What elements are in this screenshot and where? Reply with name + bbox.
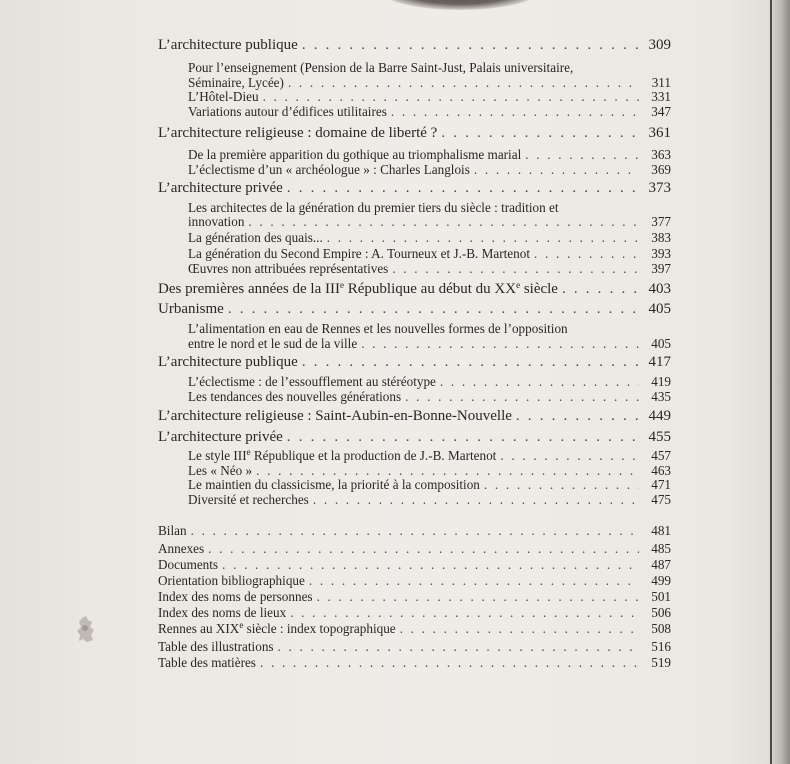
toc-entry: entre le nord et le sud de la ville . . . 405 — [188, 336, 671, 351]
page-edge — [770, 0, 772, 764]
toc-entry: La génération du Second Empire : A. Tourneux et J.-B. Martenot . . . 393 — [188, 246, 671, 261]
toc-entry-line1: Les architectes de la génération du premier tiers du siècle : tradition et — [188, 200, 559, 215]
toc-entry: La génération des quais... . . . 383 — [188, 230, 671, 245]
toc-entry: Orientation bibliographique . . . 499 — [158, 573, 671, 588]
toc-entry: L’architecture publique . . . 309 — [158, 38, 671, 53]
ink-smudge — [74, 614, 100, 646]
toc-entry: L’architecture religieuse : domaine de liberté ? . . . 361 — [158, 126, 671, 141]
toc-entry-line1: Pour l’enseignement (Pension de la Barre Saint-Just, Palais universitaire, — [188, 60, 574, 75]
toc-entry: L’architecture privée . . . 373 — [158, 181, 671, 196]
toc-entry: Œuvres non attribuées représentatives . . . 397 — [188, 261, 671, 276]
toc-entry: Annexes . . . 485 — [158, 541, 671, 556]
toc-entry: Rennes au XIXe siècle : index topographique . . . 508 — [158, 621, 671, 636]
toc-entry: Bilan . . . 481 — [158, 523, 671, 538]
toc-entry-line1: L’alimentation en eau de Rennes et les nouvelles formes de l’opposition — [188, 321, 568, 336]
toc-entry: L’Hôtel-Dieu . . . 331 — [188, 89, 671, 104]
toc-entry: Les « Néo » . . . 463 — [188, 463, 671, 478]
toc-entry: Index des noms de lieux . . . 506 — [158, 605, 671, 620]
toc-entry: Table des matières . . . 519 — [158, 655, 671, 670]
toc-entry: Index des noms de personnes . . . 501 — [158, 589, 671, 604]
toc-entry: Urbanisme . . . 405 — [158, 302, 671, 317]
toc-entry: Séminaire, Lycée) . . . 311 — [188, 75, 671, 90]
toc-entry: Le style IIIe République et la production de J.-B. Martenot . . . 457 — [188, 448, 671, 463]
toc-entry: L’architecture privée . . . 455 — [158, 430, 671, 445]
toc-entry: L’éclectisme : de l’essoufflement au stéréotype . . . 419 — [188, 374, 671, 389]
toc-entry: Les tendances des nouvelles générations . . . 435 — [188, 389, 671, 404]
toc-entry: Des premières années de la IIIe République au début du XXe siècle . . . 403 — [158, 282, 671, 297]
toc-entry: L’éclectisme d’un « archéologue » : Charles Langlois . . . 369 — [188, 162, 671, 177]
toc-entry: De la première apparition du gothique au triomphalisme marial . . . 363 — [188, 147, 671, 162]
toc-entry: L’architecture publique . . . 417 — [158, 355, 671, 370]
toc-entry: Le maintien du classicisme, la priorité à la composition . . . 471 — [188, 477, 671, 492]
toc-entry: Documents . . . 487 — [158, 557, 671, 572]
toc-entry: Diversité et recherches . . . 475 — [188, 492, 671, 507]
toc-entry: Table des illustrations . . . 516 — [158, 639, 671, 654]
finger-shadow — [380, 0, 540, 10]
toc-entry: L’architecture religieuse : Saint-Aubin-en-Bonne-Nouvelle . . . 449 — [158, 409, 671, 424]
toc-entry: Variations autour d’édifices utilitaires . . . 347 — [188, 104, 671, 119]
toc-entry: innovation . . . 377 — [188, 214, 671, 229]
